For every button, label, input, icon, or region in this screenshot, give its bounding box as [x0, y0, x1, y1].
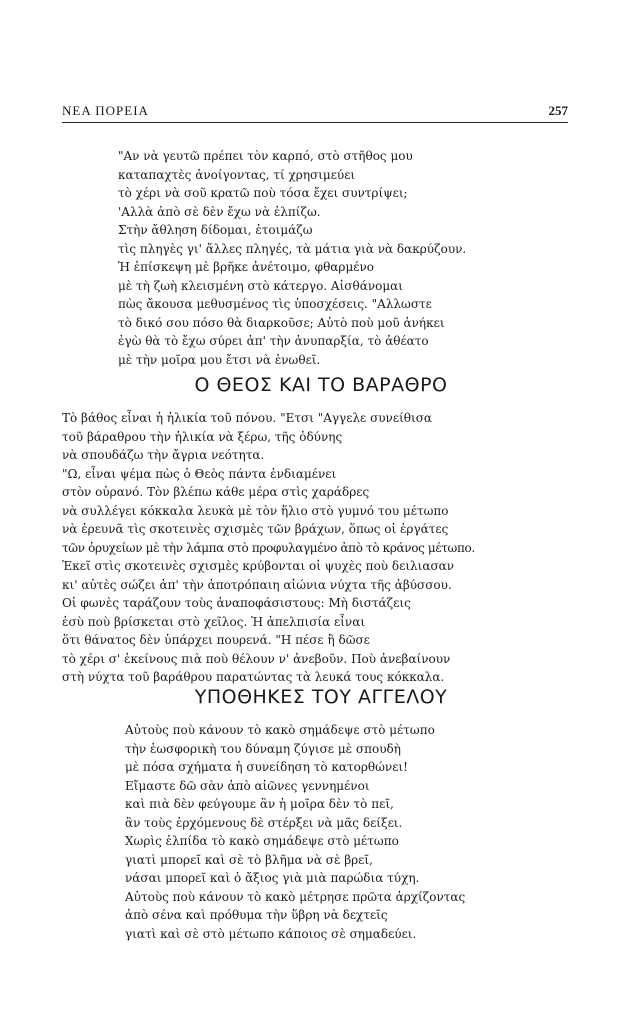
header-rule — [62, 122, 568, 123]
page-number: 257 — [548, 103, 568, 118]
poem-2-line: τὸ χέρι σ' ἐκείνους πιὰ ποὺ θέλουν ν' ἀνεβοῦν. Ποὺ ἀνεβαίνουν — [62, 651, 451, 666]
poem-3-line: γιατὶ καὶ σὲ στὸ μέτωπο κάποιος σὲ σημαδεύει. — [125, 926, 417, 941]
poem-1-stanza — [118, 147, 466, 369]
poem-3-title: ΥΠΟΘΗΚΕΣ ΤΟΥ ΑΓΓΕΛΟΥ — [194, 686, 448, 708]
poem-1-line: πὼς ἄκουσα μεθυσμένος τὶς ὑποσχέσεις. "Αλλωστε — [118, 297, 432, 311]
poem-2-line: νὰ σπουδάζω τὴν ἄγρια νεότητα. — [62, 448, 265, 462]
poem-3-line: ἀπὸ σένα καὶ πρόθυμα τὴν ὕβρη νὰ δεχτεῖς — [125, 908, 388, 922]
poem-2-line: Οἱ φωνὲς ταράζουν τοὺς ἀναποφάσιστους: Μὴ διστάζεις — [62, 596, 411, 610]
poem-1-line: τὶς πληγὲς γι' ἄλλες πληγές, τὰ μάτια γιὰ νὰ δακρύζουν. — [118, 241, 467, 256]
poem-1-line: καταπαχτὲς ἀνοίγοντας, τί χρησιμεύει — [118, 167, 356, 182]
poem-1-line: μὲ τὴ ζωὴ κλεισμένη στὸ κάτεργο. Αἰσθάνομαι — [118, 278, 403, 293]
poem-1-line: Ἡ ἐπίσκεψη μὲ βρῆκε ἀνέτοιμο, φθαρμένο — [118, 260, 374, 274]
poem-2-line: "Ω, εἶναι ψέμα πὼς ὁ Θεὸς πάντα ἐνδιαμένει — [62, 466, 337, 481]
poem-3-line: ἂν τοὺς ἐρχόμενους δὲ στέρξει νὰ μᾶς δείξει. — [125, 815, 403, 830]
poem-3-line: Χωρὶς ἐλπίδα τὸ κακὸ σημάδεψε στὸ μέτωπο — [125, 834, 399, 848]
poem-2-line: νὰ ἐρευνᾶ τὶς σκοτεινὲς σχισμὲς τῶν βράχων, ὅπως οἱ ἐργάτες — [62, 522, 449, 536]
poem-1-line: "Αν νὰ γευτῶ πρέπει τὸν καρπό, στὸ στῆθος μου — [118, 149, 413, 163]
poem-3-line: Αὐτοὺς ποὺ κάνουν τὸ κακὸ σημάδεψε στὸ μέτωπο — [125, 723, 435, 737]
poem-2-line: Τὸ βάθος εἶναι ἡ ἡλικία τοῦ πόνου. "Ετσι "Αγγελε συνείθισα — [62, 411, 433, 425]
poem-1-line: τὸ δικό σου πόσο θὰ διαρκοῦσε; Αὐτὸ ποὺ μοῦ ἀνήκει — [118, 315, 445, 330]
poem-3-line: μὲ πόσα σχήματα ἡ συνείδηση τὸ κατορθώνει! — [125, 760, 408, 774]
journal-title: ΝΕΑ ΠΟΡΕΙΑ — [62, 103, 149, 118]
poem-1-line: 'Αλλὰ ἀπὸ σὲ δὲν ἔχω νὰ ἐλπίζω. — [118, 204, 321, 219]
poem-1-line: Στὴν ἄθληση δίδομαι, ἑτοιμάζω — [118, 223, 313, 237]
poem-1-line: τὸ χέρι νὰ σοῦ κρατῶ ποὺ τόσα ἔχει συντρίψει; — [118, 186, 408, 200]
poem-2-line: νὰ συλλέγει κόκκαλα λευκὰ μὲ τὸν ἥλιο στὸ γυμνό του μέτωπο — [62, 503, 449, 518]
poem-3-line: τὴν ἑωσφορικὴ του δύναμη ζύγισε μὲ σπουδὴ — [125, 741, 401, 756]
poem-1-line: ἐγὼ θὰ τὸ ἔχω σύρει ἀπ' τὴν ἀνυπαρξία, τὸ ἀθέατο — [118, 334, 429, 348]
poem-2-line: ὅτι θάνατος δὲν ὑπάρχει πουρενά. "Η πέσε ἢ δῶσε — [62, 633, 370, 647]
poem-2-line: τῶν ὀρυχείων μὲ τὴν λάμπα στὸ προφυλαγμένο ἀπὸ τὸ κράνος μέτωπο. — [62, 540, 475, 555]
poem-2-title: Ο ΘΕΟΣ ΚΑΙ ΤΟ ΒΑΡΑΘΡΟ — [194, 374, 448, 396]
poem-2-line: κι' αὐτὲς σώζει ἀπ' τὴν ἀποτρόπαιη αἰώνια νύχτα τῆς ἀβύσσου. — [62, 577, 452, 592]
poem-3-line: γιατὶ μπορεῖ καὶ σὲ τὸ βλῆμα νὰ σὲ βρεῖ, — [125, 852, 373, 867]
poem-2-line: ἐσὺ ποὺ βρίσκεται στὸ χεῖλος. Ἡ ἀπελπισία εἶναι — [62, 614, 366, 629]
poem-3-stanza — [125, 721, 465, 943]
poem-2-line: στὸν οὐρανό. Τὸν βλέπω κάθε μέρα στὶς χαράδρες — [62, 485, 370, 499]
poem-2-line: στὴ νύχτα τοῦ βαράθρου παρατώντας τὰ λευκά τους κόκκαλα. — [62, 670, 445, 684]
poem-2-line: τοῦ βάραθρου τὴν ἡλικία νὰ ξέρω, τῆς ὀδύνης — [62, 429, 343, 444]
poem-3-line: νάσαι μπορεῖ καὶ ὁ ἄξιος γιὰ μιὰ παρώδια τύχη. — [125, 871, 420, 885]
poem-3-line: καὶ πιὰ δὲν φεύγουμε ἂν ἡ μοῖρα δὲν τὸ πεῖ, — [125, 797, 394, 811]
poem-1-line: μὲ τὴν μοῖρα μου ἔτσι νὰ ἑνωθεῖ. — [118, 352, 321, 367]
poem-3-line: Εἴμαστε δῶ σὰν ἀπὸ αἰῶνες γεννημένοι — [125, 778, 370, 793]
poem-3-line: Αὐτοὺς ποὺ κάνουν τὸ κακὸ μέτρησε πρῶτα ἀρχίζοντας — [125, 889, 466, 904]
poem-2-stanza — [62, 409, 475, 687]
poem-2-line: Ἐκεῖ στὶς σκοτεινὲς σχισμὲς κρύβονται οἱ ψυχὲς ποὺ δειλιασαν — [62, 559, 455, 573]
